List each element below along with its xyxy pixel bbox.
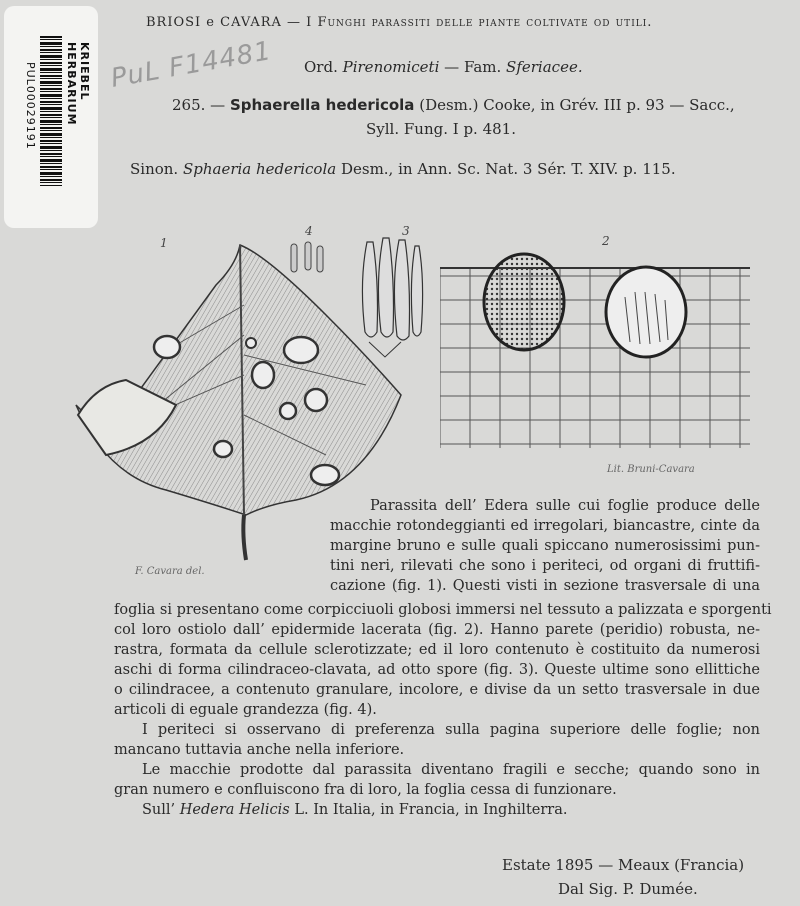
host-prefix: Sull’ [142,802,176,818]
order-line [304,58,583,76]
text-line: rastra, formata da cellule sclerotizzate; ed il loro contenuto è costituito da numerosi [114,642,760,658]
figure-4-label: 4 [305,224,313,238]
text-line: tini neri, rilevati che sono i periteci, od organi di fruttifi- [330,558,760,574]
figure-2-section [440,252,750,452]
text-line: Parassita dell’ Edera sulle cui foglie produce delle [370,498,760,514]
collection-date-place: Estate 1895 — Meaux (Francia) [502,856,745,874]
collection-collector: Dal Sig. P. Dumée. [558,880,698,898]
text-line: mancano tuttavia anche nella inferiore. [114,742,405,758]
figure-1-label: 1 [160,236,168,250]
text-line: cazione (fig. 1). Questi visti in sezione trasversale di una [330,578,760,594]
artist-signature-left: F. Cavara del. [135,566,205,577]
herbarium-label [4,6,98,228]
text-line: aschi di forma cilindraceo-clavata, ad otto spore (fig. 3). Queste ultime sono ellittiche [114,662,760,678]
figure-2-label: 2 [602,234,610,248]
figure-4-spores [287,238,327,278]
figure-3-asci [355,232,427,362]
text-line: gran numero e confluiscono fra di loro, la foglia cessa di funzionare. [114,782,617,798]
synonym-prefix: Sinon. [130,160,179,178]
text-line: col loro ostiolo dall’ epidermide lacerata (fig. 2). Hanno parete (peridio) robusta, ne- [114,622,760,638]
synonym-name: Sphaeria hedericola [182,160,337,178]
species-number: 265. — [172,96,226,114]
figure-3-label: 3 [402,224,410,238]
order-name: Pirenomiceti [342,58,440,76]
ord-prefix: Ord. [304,58,338,76]
page-header [146,15,652,30]
accession-stamp: PuL F14481 [108,36,274,94]
family-name: Sferiacee. [506,58,583,76]
header-authors: BRIOSI e CAVARA [146,15,282,30]
text-line: macchie rotondeggianti ed irregolari, biancastre, cinte da [330,518,760,534]
text-line: articoli di eguale grandezza (fig. 4). [114,702,377,718]
species-name: Sphaerella hedericola [229,96,415,114]
text-line: I periteci si osservano di preferenza sulla pagina superiore delle foglie; non [142,722,760,738]
header-series: — I Funghi parassiti delle piante coltivate od utili. [287,15,653,30]
description-narrow [330,496,760,596]
host-line [114,800,760,820]
host-name: Hedera Helicis [179,802,290,818]
text-line: foglia si presentano come corpicciuoli globosi immersi nel tessuto a palizzata e sporgenti [114,602,772,618]
species-authority: (Desm.) Cooke, in Grév. III p. 93 — Sacc., [419,96,735,114]
text-line: Le macchie prodotte dal parassita diventano fragili e secche; quando sono in [142,762,760,778]
fam-prefix: — Fam. [444,58,502,76]
synonym-line [130,160,676,178]
host-rest: L. In Italia, in Francia, in Inghilterra. [294,802,568,818]
description-wide [114,600,772,820]
text-line: o cilindracee, a contenuto granulare, incolore, e divise da un setto trasversale in due [114,682,760,698]
barcode [40,36,62,186]
herbarium-name: KRIEBEL HERBARIUM [65,42,91,126]
species-line [172,96,735,114]
barcode-number: PUL00029191 [24,62,37,150]
text-line: margine bruno e sulle quali spiccano numerosissimi pun- [330,538,760,554]
species-reference: Syll. Fung. I p. 481. [366,120,516,138]
artist-signature-right: Lit. Bruni-Cavara [607,464,695,475]
synonym-rest: Desm., in Ann. Sc. Nat. 3 Sér. T. XIV. p. 115. [340,160,676,178]
